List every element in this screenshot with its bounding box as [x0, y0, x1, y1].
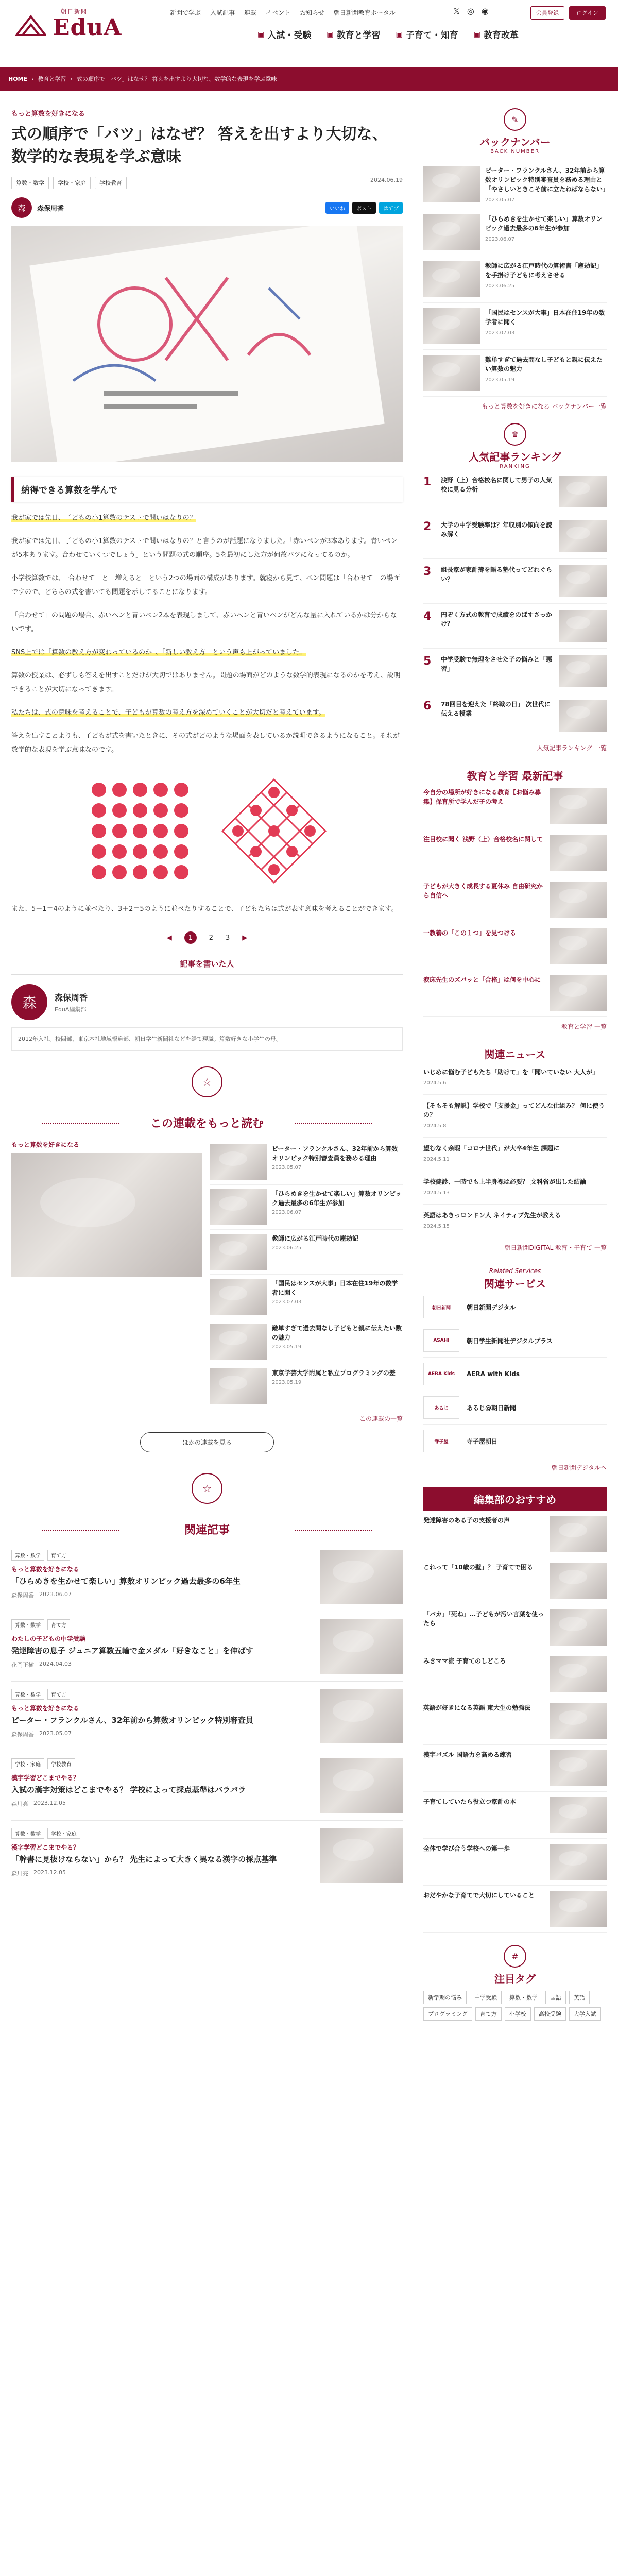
thumb-image	[559, 476, 607, 507]
hero-image	[11, 226, 403, 462]
services-list	[423, 1291, 607, 1458]
service-item[interactable]: AERA Kids AERA with Kids	[423, 1358, 607, 1391]
thumb-image	[559, 700, 607, 732]
service-item[interactable]: ASAHI 朝日学生新聞社デジタルプラス	[423, 1324, 607, 1358]
rec-item[interactable]: これって「10歳の壁」？ 子育てで困る	[423, 1557, 607, 1604]
services-more-link[interactable]: 朝日新聞デジタルへ	[551, 1464, 607, 1471]
thumb-image	[550, 1609, 607, 1646]
service-item[interactable]: 寺子屋 寺子屋朝日	[423, 1425, 607, 1458]
tag-chip[interactable]: 国語	[545, 1991, 566, 2004]
edua-logo[interactable]	[11, 5, 122, 41]
thumb-image	[423, 261, 480, 297]
top-nav-item[interactable]: 連載	[244, 9, 257, 16]
tag-icon: #	[504, 1945, 526, 1968]
main-nav	[258, 28, 519, 41]
related-item[interactable]: 算数・数学 育て方 わたしの子どもの中学受験 発達障害の息子 ジュニア算数五輪で金メダル「好きなこと」を伸ばす 花岡正樹 2024.04.03	[11, 1612, 403, 1682]
series-name: もっと算数を好きになる	[11, 1141, 80, 1148]
sidebar	[423, 108, 607, 2021]
article-paragraph: 答えを出すことよりも、子どもが式を書いたときに、その式がどのような場面を表しているか説明できるようになること。それが数学的な表現を学ぶ意味なのです。	[11, 732, 400, 754]
instagram-icon[interactable]: ◎	[467, 6, 474, 16]
category-icon: ▣	[327, 30, 334, 39]
article-paragraph: 「合わせて」の問題の場合、赤いペンと青いペン2本を表現しまして、赤いペンと青いペンがどんな量に入れているかは分からないです。	[11, 612, 398, 633]
top-nav-item[interactable]: イベント	[266, 9, 291, 16]
related-heading: 関連記事	[11, 1521, 403, 1537]
logo-org: 朝日新聞	[61, 8, 88, 15]
figure-caption: また、5－1＝4のように並べたり、3＋2＝5のように並べたりすることで、子どもたちは式が表す意味を考えることができます。	[11, 905, 398, 913]
other-series-button[interactable]: ほかの連載を見る	[140, 1432, 274, 1452]
dot-grid-square	[83, 774, 197, 888]
related-list	[11, 1543, 403, 1890]
news-item[interactable]: 【そもそも解説】学校で「支援金」ってどんな仕組み？ 何に使うの？ 2024.5.8	[423, 1095, 607, 1138]
news-heading: 関連ニュース	[484, 1048, 546, 1061]
latest-list	[423, 783, 607, 1017]
rec-item[interactable]: 英語が好きになる英語 東大生の勉強法	[423, 1698, 607, 1745]
thumb-image	[550, 788, 607, 824]
writer-avatar: 森	[11, 984, 47, 1020]
line-icon[interactable]: ◉	[481, 6, 489, 16]
series-item[interactable]: 東京学芸大学附属と私立プログラミングの差 2023.05.19	[210, 1364, 403, 1409]
latest-item[interactable]: 涙床先生のズバッと「合格」は何を中心に	[423, 970, 607, 1017]
ranking-item[interactable]: 4 円ぞく方式の教育で成績をのばすさっかけ？	[423, 604, 607, 649]
tag-chip[interactable]: 大学入試	[569, 2007, 601, 2021]
breadcrumb-home[interactable]: HOME	[8, 75, 28, 82]
backnumber-heading: バックナンバー	[479, 136, 551, 148]
author-row	[11, 197, 403, 218]
latest-item[interactable]: 今自分の場所が好きになる教育【お悩み募集】保育所で学んだ子の考え	[423, 783, 607, 829]
rec-item[interactable]: 発達障害のある子の支援者の声	[423, 1511, 607, 1557]
top-nav-item[interactable]: 朝日新聞教育ポータル	[333, 9, 396, 16]
author-avatar: 森	[11, 197, 32, 218]
page-link[interactable]: 2	[209, 934, 213, 942]
article-title: 式の順序で「バツ」はなぜ？ 答えを出すより大切な、数学的な表現を学ぶ意味	[11, 125, 388, 166]
dots-figure	[11, 769, 403, 893]
social-links	[453, 6, 489, 16]
hatena-button[interactable]: はてブ	[379, 202, 403, 214]
ranking-list	[423, 469, 607, 738]
news-more-link[interactable]: 朝日新聞DIGITAL 教育・子育て 一覧	[504, 1244, 607, 1251]
related-item[interactable]: 算数・数学 育て方 もっと算数を好きになる ピーター・フランクルさん、32年前から算数オリンピック特別審査員 森保周香 2023.05.07	[11, 1682, 403, 1751]
thumb-image	[320, 1619, 403, 1674]
thumb-image	[559, 565, 607, 597]
rec-item[interactable]: 「バカ」「死ね」…子どもが汚い言葉を使ったら	[423, 1604, 607, 1651]
latest-more-link[interactable]: 教育と学習 一覧	[561, 1023, 607, 1030]
register-button[interactable]: 会員登録	[530, 6, 564, 20]
ranking-more-link[interactable]: 人気記事ランキング 一覧	[537, 744, 607, 752]
thumb-image	[210, 1144, 267, 1180]
category-icon: ▣	[396, 30, 403, 39]
section-heading: 納得できる算数を学んで	[11, 477, 403, 502]
rec-item[interactable]: おだやかな子育てで大切にしていること	[423, 1886, 607, 1933]
breadcrumb: HOME › 教育と学習 › 式の順序で「バツ」はなぜ？ 答えを出すより大切な、数学的な表現を学ぶ意味	[0, 67, 618, 91]
related-item[interactable]: 算数・数学 育て方 もっと算数を好きになる 「ひらめきを生かせて楽しい」算数オリンピック過去最多の6年生 森保周香 2023.06.07	[11, 1543, 403, 1612]
related-item[interactable]: 学校・家庭 学校教育 漢字学習どこまでやる？ 入試の漢字対策はどこまでやる？ 学校によって採点基準はバラバラ 森川亮 2023.12.05	[11, 1751, 403, 1821]
thumb-image	[550, 1703, 607, 1739]
ranking-item[interactable]: 1 浅野（上）合格校名に関して男子の人気校に見る分析	[423, 469, 607, 514]
breadcrumb-current: 式の順序で「バツ」はなぜ？ 答えを出すより大切な、数学的な表現を学ぶ意味	[76, 76, 277, 82]
article-paragraph: 我が家では先日、子どもの小1算数のテストで問いはなりの？と言うのが話題になりました。「赤いペンが3本あります。青いペンが5本あります。合わせていくつでしょう」という問題の式の順序。5を最初にした方が何故バツになってるのか。	[11, 537, 398, 559]
thumb-image	[550, 928, 607, 964]
tag-chip[interactable]: プログラミング	[423, 2007, 472, 2021]
thumb-image	[320, 1550, 403, 1604]
article-tags	[11, 177, 403, 189]
backnumber-item[interactable]: 難単すぎて過去問なし子どもと親に伝えたい算数の魅力 2023.05.19	[423, 350, 607, 397]
services-heading: 関連サービス	[484, 1278, 546, 1290]
top-nav-item[interactable]: 新聞で学ぶ	[170, 9, 201, 16]
backnumber-more-link[interactable]: もっと算数を好きになる バックナンバー一覧	[482, 403, 607, 410]
thumb-image	[550, 1750, 607, 1786]
highlight-text: 我が家では先日、子どもの小1算数のテストで問いはなりの？	[11, 514, 196, 522]
writer-role: EduA編集部	[55, 1006, 87, 1013]
related-item[interactable]: 算数・数学 学校・家庭 漢字学習どこまでやる？ 「幹書に見抜けならない」から？ 先生によって大きく異なる漢字の採点基準 森川亮 2023.12.05	[11, 1821, 403, 1890]
main-nav-item[interactable]: ▣ 教育と学習	[327, 30, 381, 41]
tag-chip[interactable]: 英語	[569, 1991, 590, 2004]
thumb-image	[559, 655, 607, 687]
ranking-heading: 人気記事ランキング	[469, 451, 561, 463]
crown-icon: ♛	[504, 423, 526, 446]
rec-item[interactable]: 子育てしていたら役立つ家計の本	[423, 1792, 607, 1839]
thumb-image	[320, 1758, 403, 1813]
series-list-link[interactable]: この連載の一覧	[359, 1415, 403, 1422]
news-item[interactable]: 英語はあきっロンドン人 ネイティブ先生が教える 2024.5.15	[423, 1205, 607, 1238]
site-header	[0, 0, 618, 46]
tag-chip[interactable]: 高校受験	[534, 2007, 566, 2021]
article-paragraph: 小学校算数では、「合わせて」と「増えると」という2つの場面の構成があります。就寝から見て、ペン問題は「合わせて」の場面ですので、どちらの式を書いても問題を示してることになります。	[11, 574, 400, 596]
highlight-text: 私たちは、式の意味を考えることで、子どもが算数の考え方を深めていくことが大切だと考えています。	[11, 709, 325, 717]
news-item[interactable]: 学校健診、一時でも上半身裸は必要？ 文科省が出した結論 2024.5.13	[423, 1171, 607, 1205]
next-page-icon[interactable]: ▶	[242, 934, 248, 942]
rec-item[interactable]: 漢字パズル 国語力を高める練習	[423, 1745, 607, 1792]
series-feature[interactable]	[11, 1140, 202, 1409]
article-paragraph	[11, 646, 403, 659]
thumb-image	[559, 520, 607, 552]
tags-heading: 注目タグ	[494, 1973, 536, 1985]
thumb-image	[550, 1563, 607, 1599]
x-icon[interactable]: 𝕏	[453, 6, 460, 16]
top-nav-item[interactable]: お知らせ	[300, 9, 324, 16]
latest-item[interactable]: 子どもが大きく成長する夏休み 自由研究から自信へ	[423, 876, 607, 923]
services-sub: Related Services	[489, 1267, 541, 1275]
thumb-image	[423, 308, 480, 344]
news-list	[423, 1061, 607, 1238]
series-item[interactable]: 「国民はセンスが大事」日本在住19年の数学者に聞く 2023.07.03	[210, 1275, 403, 1319]
thumb-image	[550, 1844, 607, 1880]
series-item[interactable]: 「ひらめきを生かせて楽しい」算数オリンピック過去最多の6年生が参加 2023.06.07	[210, 1185, 403, 1230]
thumb-image	[423, 214, 480, 250]
thumb-image	[559, 610, 607, 642]
backnumber-item[interactable]: 教師に広がる江戸時代の算術書「塵劫記」を手掛け子どもに考えさせる 2023.06.25	[423, 256, 607, 303]
top-nav	[170, 8, 396, 17]
tag-chip[interactable]: 算数・数学	[505, 1991, 542, 2004]
latest-item[interactable]: 注目校に聞く 浅野（上）合格校名に関して	[423, 829, 607, 876]
thumb-image	[550, 1656, 607, 1692]
thumb-image	[423, 166, 480, 202]
dot-grid-diamond	[217, 774, 331, 888]
thumb-image	[210, 1324, 267, 1360]
page-link[interactable]: 3	[226, 934, 230, 942]
main-nav-item[interactable]: ▣ 入試・受験	[258, 30, 312, 41]
service-item[interactable]: 朝日新聞 朝日新聞デジタル	[423, 1291, 607, 1324]
series-feature-image	[11, 1153, 202, 1277]
login-button[interactable]: ログイン	[569, 6, 606, 20]
latest-item[interactable]: 一教養の「この１つ」を見つける	[423, 923, 607, 970]
thumb-image	[423, 355, 480, 391]
latest-heading: 教育と学習 最新記事	[467, 770, 563, 782]
highlight-text: SNS上では「算数の教え方が変わっているのか」、「新しい教え方」という声も上がっていました。	[11, 649, 306, 656]
backnumber-item[interactable]: ピーター・フランクルさん、32年前から算数オリンピック特別審査員を務める理由と「やさしいときこそ前に立たねばならない」 2023.05.07	[423, 161, 607, 209]
category-icon: ▣	[473, 30, 480, 39]
prev-page-icon[interactable]: ◀	[166, 934, 172, 942]
news-item[interactable]: 望むなく余暇「コロナ世代」が大卒4年生 課題に 2024.5.11	[423, 1138, 607, 1171]
tag-chip[interactable]: 中学受験	[470, 1991, 502, 2004]
thumb-image	[550, 1797, 607, 1833]
thumb-image	[550, 1891, 607, 1927]
series-item[interactable]: 教師に広がる江戸時代の塵劫記 2023.06.25	[210, 1230, 403, 1275]
thumb-image	[550, 835, 607, 871]
writer-name[interactable]: 森保周香	[55, 992, 88, 1003]
rec-item[interactable]: 全体で学び合う学校への第一歩	[423, 1839, 607, 1886]
writer-heading: 記事を書いた人	[11, 958, 403, 975]
news-item[interactable]: いじめに悩む子どもたち「助けて」を「聞いていない 大人が」 2024.5.6	[423, 1061, 607, 1095]
tag-chip[interactable]: 新学期の悩み	[423, 1991, 467, 2004]
article-main	[11, 108, 403, 1890]
series-item[interactable]: 難単すぎて過去問なし子どもと親に伝えたい数の魅力 2023.05.19	[210, 1319, 403, 1364]
thumb-image	[550, 1516, 607, 1552]
tag-cloud	[423, 1991, 607, 2021]
ranking-item[interactable]: 5 中学受験で無理をさせた子の悩みと「悪習」	[423, 649, 607, 693]
article-paragraph	[11, 706, 403, 720]
series-list	[210, 1140, 403, 1409]
share-buttons	[325, 202, 403, 214]
author-name[interactable]: 森保周香	[37, 205, 64, 213]
service-item[interactable]: あるじ あるじ@朝日新聞	[423, 1391, 607, 1425]
pagination	[11, 931, 403, 944]
series-box	[11, 1140, 403, 1409]
recs-heading: 編集部のおすすめ	[423, 1487, 607, 1511]
tag-chip[interactable]: 算数・数学	[11, 177, 49, 189]
article-paragraph	[11, 511, 403, 525]
thumb-image	[550, 975, 607, 1011]
tag-chip[interactable]: 小学校	[505, 2007, 531, 2021]
tag-chip[interactable]: 学校・家庭	[53, 177, 91, 189]
logo-brand: EduA	[53, 14, 122, 41]
thumb-image	[210, 1279, 267, 1315]
breadcrumb-category[interactable]: 教育と学習	[38, 76, 66, 82]
x-post-button[interactable]: ポスト	[352, 202, 376, 214]
thumb-image	[210, 1234, 267, 1270]
test-paper-illustration	[11, 226, 403, 462]
backnumber-list	[423, 161, 607, 397]
logo-mark-icon	[15, 14, 46, 37]
publish-date: 2024.06.19	[370, 177, 403, 183]
facebook-like-button[interactable]: いいね	[325, 202, 349, 214]
category-icon: ▣	[258, 30, 265, 39]
rec-item[interactable]: みきママ流 子育てのしどころ	[423, 1651, 607, 1698]
backnumber-sub: BACK NUMBER	[490, 149, 540, 155]
backnumber-item[interactable]: 「ひらめきを生かせて楽しい」算数オリンピック過去最多の6年生が参加 2023.06.07	[423, 209, 607, 256]
thumb-image	[320, 1689, 403, 1743]
pin-icon: ✎	[504, 108, 526, 131]
top-nav-item[interactable]: 入試記事	[210, 9, 235, 16]
thumb-image	[210, 1368, 267, 1404]
tag-chip[interactable]: 学校教育	[95, 177, 127, 189]
recs-list	[423, 1511, 607, 1933]
series-more-heading: この連載をもっと読む	[11, 1115, 403, 1131]
ranking-item[interactable]: 2 大学の中学受験率は？年収別の傾向を読み解く	[423, 514, 607, 559]
backnumber-item[interactable]: 「国民はセンスが大事」日本在住19年の数学者に聞く 2023.07.03	[423, 303, 607, 350]
thumb-image	[320, 1828, 403, 1883]
ranking-sub: RANKING	[500, 464, 530, 469]
pin-icon: ☆	[192, 1473, 222, 1504]
thumb-image	[210, 1189, 267, 1225]
writer-profile	[11, 984, 403, 1020]
main-nav-item[interactable]: ▣ 子育て・知育	[396, 30, 458, 41]
writer-bio: 2012年入社。校閲部、東京本社地域報道部、朝日学生新聞社などを経て現職。算数好きな小学生の母。	[11, 1027, 403, 1051]
page-link[interactable]: 1	[184, 931, 197, 944]
pin-icon: ☆	[192, 1066, 222, 1097]
series-item[interactable]: ピーター・フランクルさん、32年前から算数オリンピック特別審査員を務める理由 2023.05.07	[210, 1140, 403, 1185]
ranking-item[interactable]: 3 組長家が家計簿を語る塾代ってどれぐらい？	[423, 559, 607, 604]
article-paragraph: 算数の授業は、必ずしも答えを出すことだけが大切ではありません。問題の場面がどのような数学的表現になるのかを考え、説明できることが大切になってきます。	[11, 672, 401, 693]
main-nav-item[interactable]: ▣ 教育改革	[473, 30, 519, 41]
ranking-item[interactable]: 6 78回目を迎えた「終戦の日」 次世代に伝える授業	[423, 693, 607, 738]
thumb-image	[550, 882, 607, 918]
series-label[interactable]: もっと算数を好きになる	[11, 110, 85, 118]
tag-chip[interactable]: 育て方	[475, 2007, 502, 2021]
